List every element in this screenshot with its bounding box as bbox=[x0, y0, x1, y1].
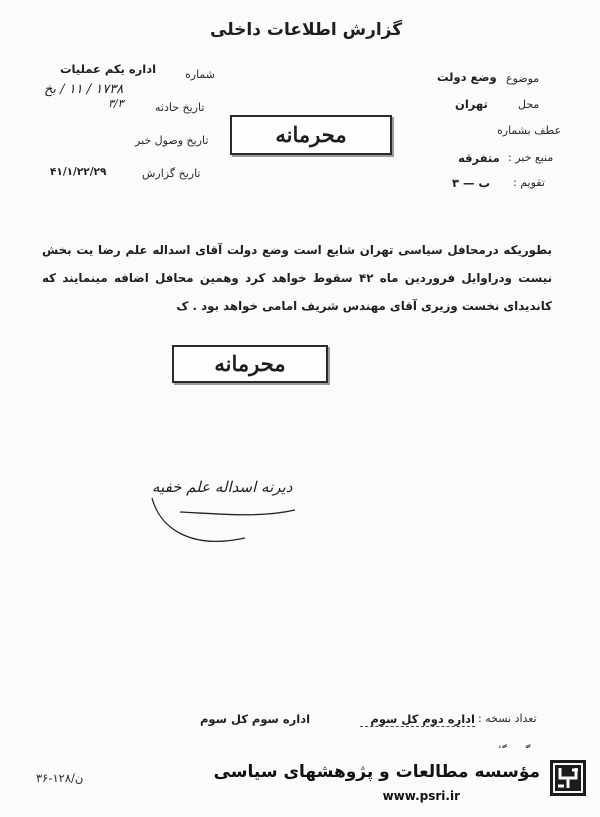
number-handwritten: ۱۷۳۸ / ۱۱ / بخ bbox=[44, 82, 124, 97]
receipt-date-label: تاریخ وصول خبر bbox=[135, 134, 209, 147]
subject-value: وضع دولت bbox=[437, 70, 497, 84]
report-body: بطوریکه درمحافل سیاسی تهران شایع است وضع دولت آقای اسداله علم رضا یت بخش نیست ودراوایل فروردین ماه ۴۲ سقوط خواهد کرد وهمین محافل اضافه مینمایند که کاندیدای نخست وزیری آقای مهندس شریف امامی خواهد بود . ک bbox=[42, 243, 552, 313]
logo-icon bbox=[550, 760, 586, 796]
evaluation-label: تقویم : bbox=[513, 176, 545, 189]
copy-recipient-1: اداره دوم کل سوم bbox=[360, 712, 475, 727]
place-label: محل bbox=[518, 98, 540, 111]
subject-label: موضوع bbox=[506, 72, 540, 85]
source-value: متفرقه bbox=[458, 151, 500, 165]
confidential-stamp-middle: محرمانه bbox=[172, 345, 328, 383]
institute-name: مؤسسه مطالعات و پژوهشهای سیاسی bbox=[213, 762, 540, 782]
incident-date-label: تاریخ حادثه bbox=[155, 101, 205, 114]
institute-website[interactable]: www.psri.ir bbox=[382, 789, 460, 803]
institute-logo bbox=[550, 760, 586, 796]
signature: دیرنه اسداله علم خفیه bbox=[152, 478, 293, 496]
report-date-label: تاریخ گزارش bbox=[142, 167, 201, 180]
report-title: گزارش اطلاعات داخلی bbox=[210, 20, 403, 40]
incident-date-handwritten: ۳/۳ bbox=[108, 97, 124, 110]
number-value: اداره یکم عملیات bbox=[60, 62, 157, 76]
number-label: شماره bbox=[185, 68, 216, 81]
source-label: منبع خبر : bbox=[508, 151, 554, 164]
copy-recipient-2: اداره سوم کل سوم bbox=[200, 712, 311, 726]
copies-label: تعداد نسخه : bbox=[478, 712, 537, 725]
report-date-value: ۴۱/۱/۲۲/۲۹ bbox=[50, 166, 107, 178]
reference-label: عطف بشماره bbox=[497, 124, 562, 137]
evaluation-value: ب — ۳ bbox=[452, 176, 491, 190]
place-value: تهران bbox=[455, 97, 488, 111]
reference-number: ۳۶-۱۲۸/ن bbox=[36, 771, 84, 785]
confidential-stamp-top: محرمانه bbox=[230, 115, 392, 155]
signature-scrawl bbox=[140, 488, 300, 558]
